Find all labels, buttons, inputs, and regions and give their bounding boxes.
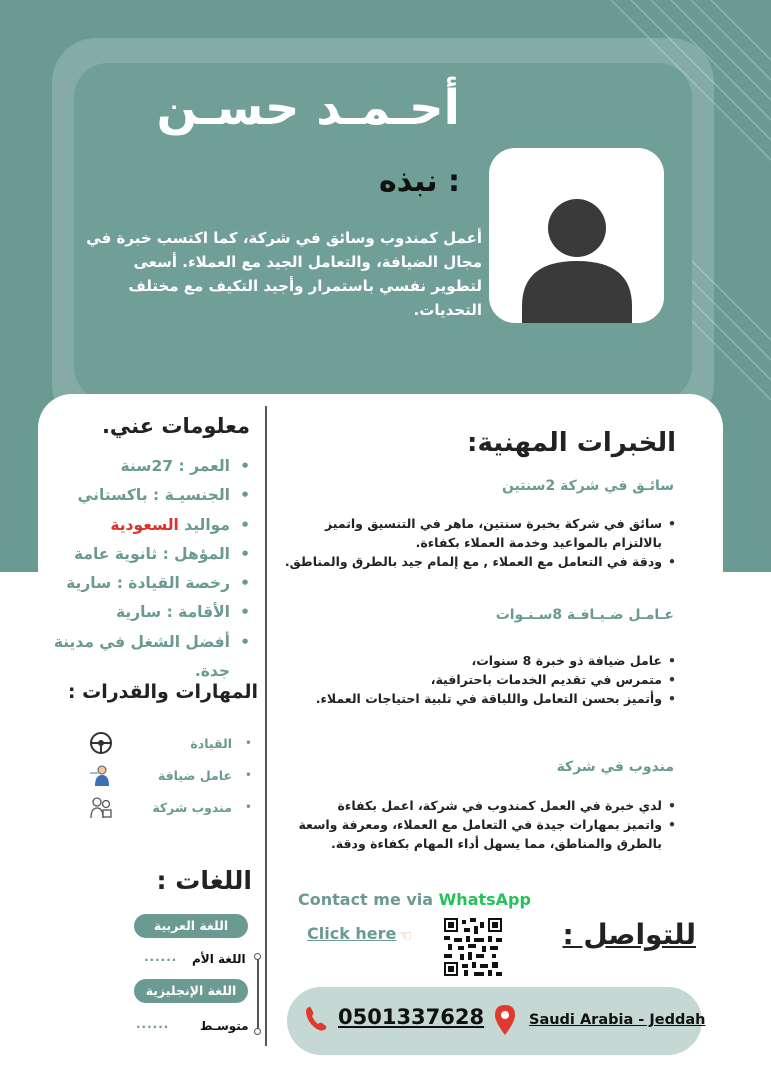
- steering-wheel-icon: [88, 730, 114, 756]
- about-item: • أفضل الشغل في مدينة جدة.: [42, 628, 252, 687]
- location-text: Saudi Arabia - Jeddah: [529, 1012, 706, 1028]
- language-dots-english: ......: [136, 1017, 170, 1031]
- about-item: • المؤهل : ثانوية عامة: [42, 540, 252, 569]
- contact-title-prefix: Contact me via: [298, 890, 439, 909]
- language-timeline: [257, 955, 259, 1033]
- about-item: • رخصة القيادة : سارية: [42, 569, 252, 598]
- skill-label: القيادة: [190, 736, 232, 751]
- about-list: [42, 452, 252, 686]
- language-level-english: متوسـط: [200, 1019, 249, 1033]
- whatsapp-link[interactable]: Click here: [307, 924, 397, 943]
- pointing-hand-icon: ☜: [398, 926, 413, 945]
- job-bullet: • ودقة في التعامل مع العملاء , مع إلمام جيد بالطرق والمناطق.: [282, 552, 676, 571]
- delivery-person-icon: [88, 794, 114, 820]
- job-bullets-driver: [282, 514, 676, 571]
- job-bullet: • متمرس في تقديم الخدمات باحترافية،: [282, 670, 676, 689]
- profile-photo: [489, 148, 664, 323]
- job-bullet: • سائق في شركة بخبرة سنتين، ماهر في التنسيق واتميز بالالتزام بالمواعيد وخدمة العملاء بكفاءة.: [282, 514, 676, 552]
- about-item: • الجنسيـة : باكستاني: [42, 481, 252, 510]
- contact-title: [298, 890, 531, 909]
- waiter-icon: [88, 762, 114, 788]
- about-item: • العمر : 27سنة: [42, 452, 252, 481]
- job-bullet: • واتميز بمهارات جيدة في التعامل مع العملاء، ومعرفة واسعة بالطرق والمناطق، مما يسهل أداء المهام بكفاءة ودقة.: [292, 815, 676, 853]
- bio-text: أعمل كمندوب وسائق في شركة، كما اكتسب خبرة في مجال الضيافة، والتعامل الجيد مع العملاء. أسعى لتطوير نفسي باستمرار وأجيد التكيف مع مختلف التحديات.: [86, 229, 482, 319]
- phone-number[interactable]: 0501337628: [338, 1005, 485, 1029]
- location-pin-icon: [493, 1004, 517, 1036]
- qr-code[interactable]: [444, 918, 502, 976]
- timeline-marker: [254, 953, 261, 960]
- whatsapp-label: WhatsApp: [438, 890, 531, 909]
- person-name: أحـمـد حسـن: [156, 80, 460, 136]
- about-item-highlight: السعودية: [110, 515, 179, 534]
- language-level-arabic: اللغة الأم: [192, 952, 246, 966]
- skills-heading: المهارات والقدرات :: [67, 681, 258, 703]
- avatar-placeholder-icon: [489, 148, 664, 323]
- skill-item: • مندوب شركة: [78, 792, 258, 824]
- language-pill-english: اللغة الإنجليزية: [134, 979, 248, 1003]
- skill-label: عامل ضيافة: [157, 768, 232, 783]
- skill-item: • القيادة: [78, 728, 258, 760]
- job-bullet: • وأتميز بحسن التعامل واللباقة في تلبية احتياجات العملاء.: [282, 689, 676, 708]
- column-divider: [265, 406, 267, 1046]
- skills-list: [78, 728, 258, 824]
- about-heading: معلومات عني.: [101, 414, 250, 438]
- skill-item: • عامل ضيافة: [78, 760, 258, 792]
- phone-icon: [303, 1005, 329, 1033]
- languages-heading: اللغات :: [156, 866, 252, 895]
- contact-heading: للتواصل :: [562, 918, 696, 951]
- job-bullets-hospitality: [282, 651, 676, 708]
- job-bullets-representative: [292, 796, 676, 853]
- job-title-hospitality: عـامـل ضـيـافـة 8سـنـوات: [495, 607, 674, 623]
- bio-heading: نبذه :: [378, 164, 460, 199]
- timeline-marker: [254, 1028, 261, 1035]
- about-item: • الأقامة : سارية: [42, 598, 252, 627]
- job-title-representative: مندوب في شركة: [556, 759, 674, 775]
- about-item-text: مواليد: [178, 515, 230, 534]
- experience-heading: الخبرات المهنية:: [467, 428, 676, 458]
- job-bullet: • عامل ضيافة ذو خبرة 8 سنوات،: [282, 651, 676, 670]
- job-title-driver: سائـق في شركة 2سنتين: [501, 478, 674, 494]
- language-dots-arabic: ......: [144, 950, 178, 964]
- language-pill-arabic: اللغة العربية: [134, 914, 248, 938]
- skill-label: مندوب شركة: [152, 800, 232, 815]
- job-bullet: • لدي خبرة في العمل كمندوب في شركة، اعمل بكفاءة: [292, 796, 676, 815]
- about-item: [42, 511, 252, 540]
